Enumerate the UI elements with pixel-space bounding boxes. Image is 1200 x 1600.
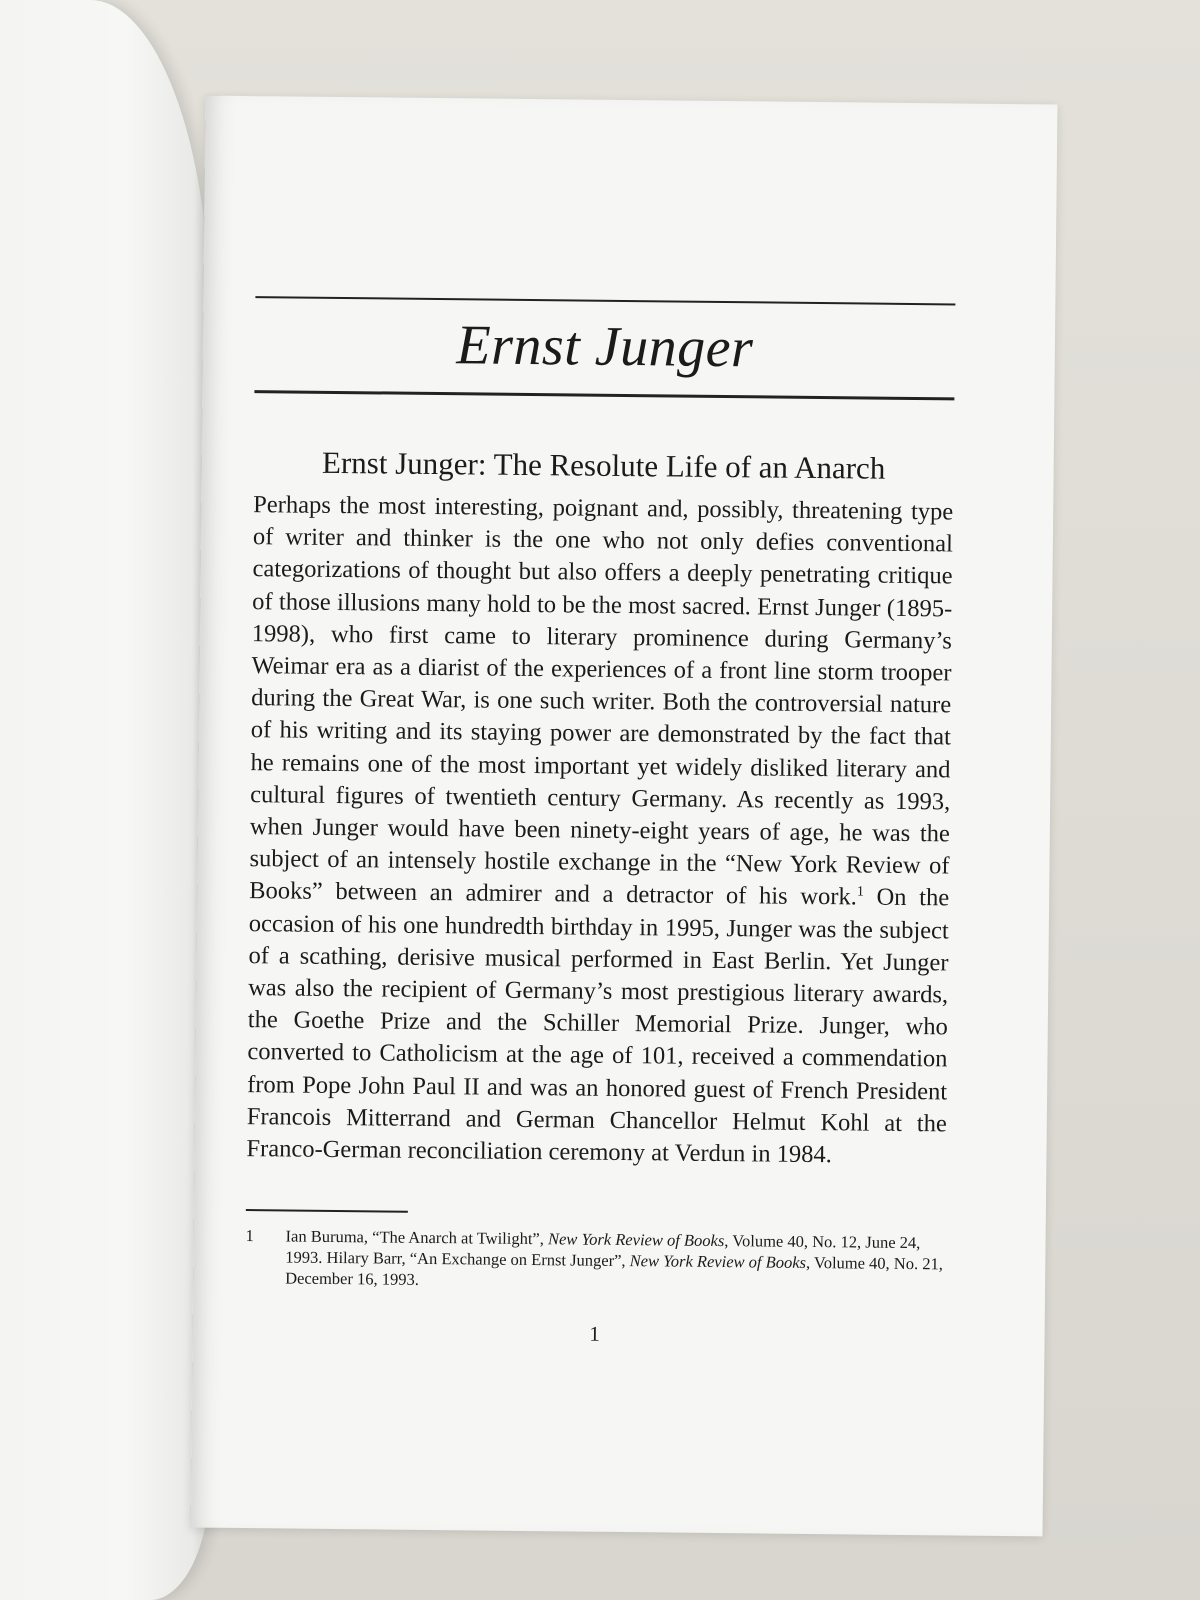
footnote-text	[285, 1226, 946, 1296]
book-page	[191, 96, 1058, 1537]
footnote-text-2: , Volume 40, No. 12, June 24, 1993. Hilary Barr, “An Exchange on Ernst Junger”,	[285, 1231, 921, 1271]
body-paragraph	[246, 489, 953, 1173]
page-number: 1	[589, 1321, 600, 1347]
footnote	[245, 1225, 946, 1295]
footnote-journal-2: New York Review of Books	[629, 1251, 807, 1273]
body-text-part1: Perhaps the most interesting, poignant and, possibly, threatening type of writer and thinker is the one who not only defies conventional categorizations of thought but also offers a deeply penetrating critique of those illusions many hold to be the most sacred. Ernst Junger (1895-1998), who first came to literary prominence during Germany’s Weimar era as a diarist of the experiences of a front line storm trooper during the Great War, is one such writer. Both the controversial nature of his writing and its staying power are demonstrated by the fact that he remains one of the most important yet widely disliked literary and cultural figures of twentieth century Germany. As recently as 1993, when Junger would have been ninety-eight years of age, he was the subject of an intensely hostile exchange in the “New York Review of Books” between an admirer and a detractor of his work.	[249, 491, 954, 911]
section-title: Ernst Junger: The Resolute Life of an Anarch	[321, 444, 886, 486]
footnote-divider	[246, 1209, 408, 1213]
page-content	[244, 296, 955, 1351]
footnote-text-1: Ian Buruma, “The Anarch at Twilight”,	[285, 1226, 549, 1249]
left-page	[0, 0, 210, 1600]
footnote-text-3: , Volume 40, No. 21, December 16, 1993.	[285, 1253, 944, 1290]
body-text-part2: On the occasion of his one hundredth birthday in 1995, Junger was the subject of a scathing, derisive musical performed in East Berlin. Yet Junger was also the recipient of Germany’s most prestigious literary awards, the Goethe Prize and the Schiller Memorial Prize. Junger, who converted to Catholicism at the age of 101, received a commendation from Pope John Paul II and was an honored guest of French President Francois Mitterrand and German Chancellor Helmut Kohl at the Franco-German reconciliation ceremony at Verdun in 1984.	[246, 883, 950, 1169]
chapter-title: Ernst Junger	[456, 314, 754, 380]
footnote-reference: 1	[856, 884, 864, 900]
footnote-journal-1: New York Review of Books	[547, 1229, 725, 1251]
footnote-number: 1	[245, 1226, 254, 1246]
